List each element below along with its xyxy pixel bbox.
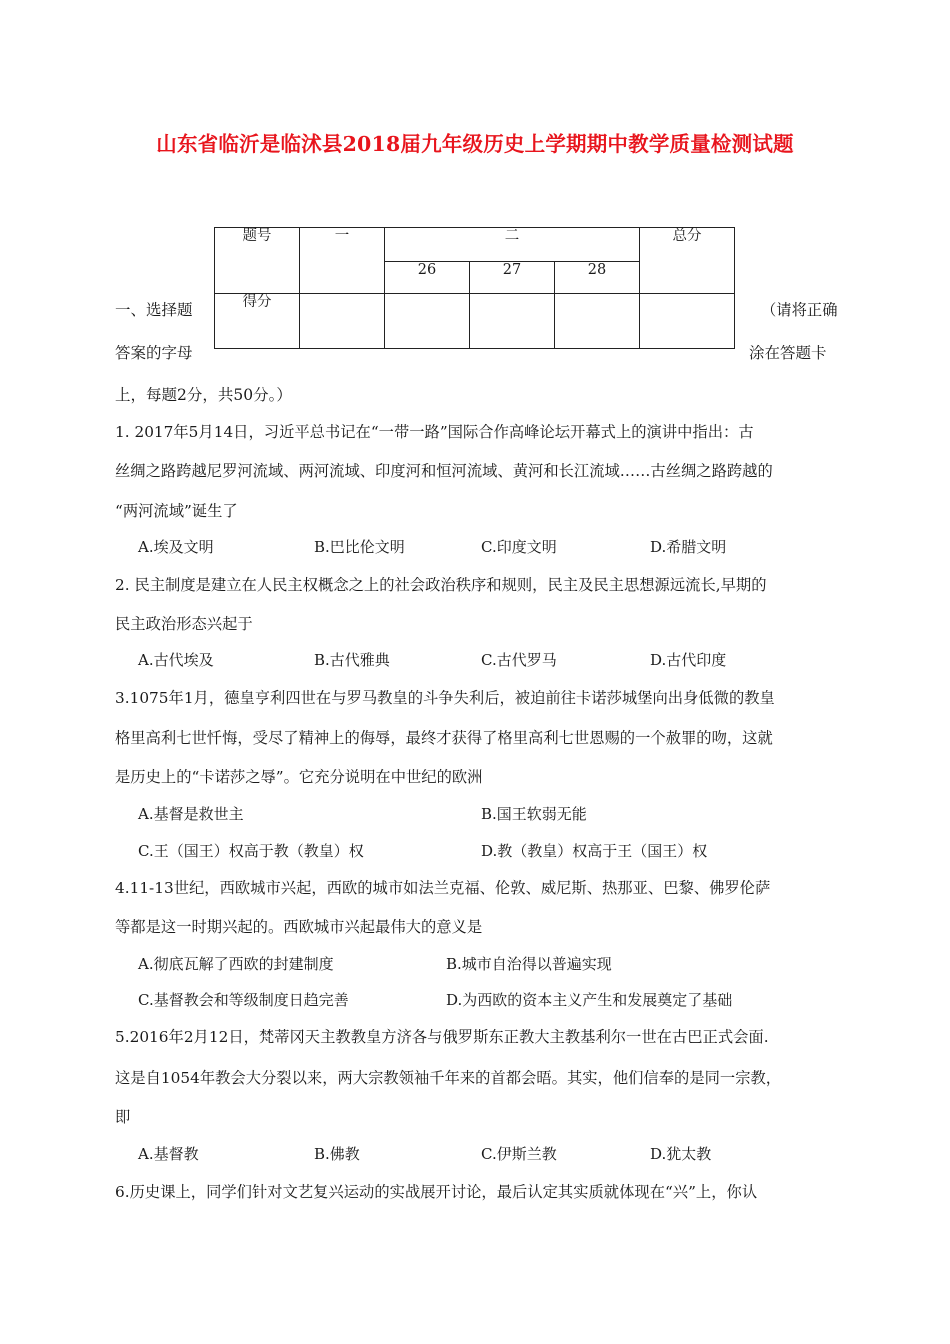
score-row-label: 得分 xyxy=(215,294,300,349)
page-title: 山东省临沂是临沭县2018届九年级历史上学期期中教学质量检测试题 xyxy=(156,132,794,156)
question-text: 等都是这一时期兴起的。西欧城市兴起最伟大的意义是 xyxy=(115,918,483,936)
option-b[interactable]: B.国王软弱无能 xyxy=(481,805,587,823)
option-c[interactable]: C.伊斯兰教 xyxy=(481,1145,557,1163)
option-c[interactable]: C.印度文明 xyxy=(481,538,557,556)
option-a[interactable]: A.基督教 xyxy=(138,1145,199,1163)
question-text: 这是自1054年教会大分裂以来，两大宗教领袖千年来的首都会晤。其实，他们信奉的是同一宗教， xyxy=(115,1069,782,1087)
option-d[interactable]: D.教（教皇）权高于王（国王）权 xyxy=(481,842,708,860)
option-c[interactable]: C.基督教会和等级制度日趋完善 xyxy=(138,991,349,1009)
section-heading-line3: 上，每题2分，共50分。） xyxy=(115,386,292,404)
score-subheader-28: 28 xyxy=(555,262,640,294)
score-cell[interactable] xyxy=(385,294,470,349)
option-a[interactable]: A.基督是救世主 xyxy=(138,805,244,823)
option-a[interactable]: A.古代埃及 xyxy=(138,651,214,669)
question-text: “两河流域”诞生了 xyxy=(115,502,238,520)
score-header-section2: 二 xyxy=(385,228,640,262)
option-b[interactable]: B.古代雅典 xyxy=(314,651,390,669)
question-text: 3.1075年1月，德皇亨利四世在与罗马教皇的斗争失利后，被迫前往卡诺莎城堡向出身低微的教皇 xyxy=(115,689,775,707)
question-text: 2. 民主制度是建立在人民主权概念之上的社会政治秩序和规则，民主及民主思想源远流长,早期的 xyxy=(115,576,767,594)
score-cell[interactable] xyxy=(555,294,640,349)
option-c[interactable]: C.王（国王）权高于教（教皇）权 xyxy=(138,842,364,860)
score-header-total: 总分 xyxy=(640,228,735,294)
question-text: 格里高利七世忏悔，受尽了精神上的侮辱，最终才获得了格里高利七世恩赐的一个赦罪的吻，这就 xyxy=(115,729,773,747)
question-text: 1. 2017年5月14日，习近平总书记在“一带一路”国际合作高峰论坛开幕式上的演讲中指出：古 xyxy=(115,423,754,441)
option-d[interactable]: D.犹太教 xyxy=(650,1145,712,1163)
question-text: 民主政治形态兴起于 xyxy=(115,615,253,633)
option-b[interactable]: B.城市自治得以普遍实现 xyxy=(446,955,612,973)
score-cell[interactable] xyxy=(300,294,385,349)
option-a[interactable]: A.彻底瓦解了西欧的封建制度 xyxy=(138,955,334,973)
question-text: 6.历史课上，同学们针对文艺复兴运动的实战展开讨论，最后认定其实质就体现在“兴”上，你认 xyxy=(115,1183,758,1201)
option-b[interactable]: B.佛教 xyxy=(314,1145,360,1163)
question-text: 5.2016年2月12日，梵蒂冈天主教教皇方济各与俄罗斯东正教大主教基利尔一世在古巴正式会面. xyxy=(115,1028,769,1046)
score-subheader-27: 27 xyxy=(470,262,555,294)
question-text: 是历史上的“卡诺莎之辱”。它充分说明在中世纪的欧洲 xyxy=(115,768,483,786)
score-header-number: 题号 xyxy=(215,228,300,294)
section-heading-left2: 答案的字母 xyxy=(115,344,193,362)
score-subheader-26: 26 xyxy=(385,262,470,294)
section-heading-right1: （请将正确 xyxy=(761,301,838,319)
section-heading-right2: 涂在答题卡 xyxy=(749,344,827,362)
option-a[interactable]: A.埃及文明 xyxy=(138,538,214,556)
option-d[interactable]: D.希腊文明 xyxy=(650,538,727,556)
section-heading-left1: 一、选择题 xyxy=(115,301,193,319)
score-header-section1: 一 xyxy=(300,228,385,294)
option-d[interactable]: D.古代印度 xyxy=(650,651,727,669)
score-table xyxy=(214,227,735,349)
option-c[interactable]: C.古代罗马 xyxy=(481,651,557,669)
score-cell[interactable] xyxy=(470,294,555,349)
question-text: 4.11-13世纪，西欧城市兴起，西欧的城市如法兰克福、伦敦、威尼斯、热那亚、巴黎、佛罗伦萨 xyxy=(115,879,771,897)
option-d[interactable]: D.为西欧的资本主义产生和发展奠定了基础 xyxy=(446,991,733,1009)
question-text: 即 xyxy=(115,1108,131,1126)
score-cell[interactable] xyxy=(640,294,735,349)
option-b[interactable]: B.巴比伦文明 xyxy=(314,538,405,556)
question-text: 丝绸之路跨越尼罗河流域、两河流域、印度河和恒河流域、黄河和长江流域……古丝绸之路跨越的 xyxy=(115,462,773,480)
